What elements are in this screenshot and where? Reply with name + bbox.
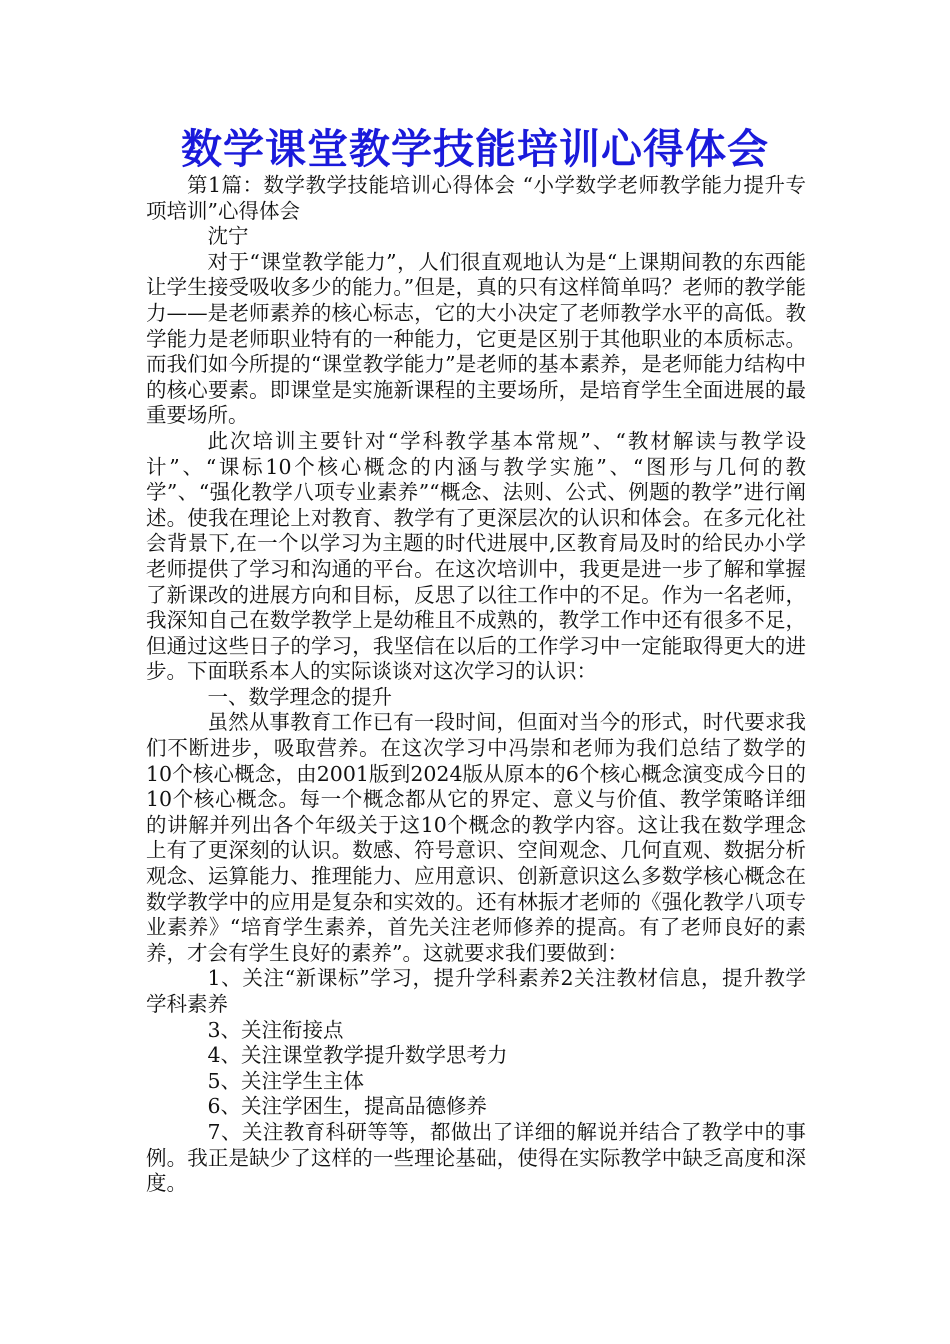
document-title: 数学课堂教学技能培训心得体会	[181, 125, 769, 173]
list-item: 1、关注“新课标”学习，提升学科素养2关注教材信息，提升教学学科素养	[146, 966, 806, 1016]
paragraph-author: 沈宁	[207, 224, 249, 249]
paragraph-concepts: 虽然从事教育工作已有一段时间，但面对当今的形式，时代要求我们不断进步，吸取营养。在这次学习中冯崇和老师为我们总结了数学的10个核心概念，由2001版到2024版从原本的6个核心概念演变成今日的10个核心概念。每一个概念都从它的界定、意义与价值、教学策略详细的讲解并列出各个年级关于这10个概念的教学内容。这让我在数学理念上有了更深刻的认识。数感、符号意识、空间观念、几何直观、数据分析观念、运算能力、推理能力、应用意识、创新意识这么多数学核心概念在数学教学中的应用是复杂和实效的。还有林振才老师的《强化教学八项专业素养》“培育学生素养，首先关注老师修养的提高。有了老师良好的素养，才会有学生良好的素养”。这就要求我们要做到：	[146, 710, 806, 965]
paragraph-intro: 对于“课堂教学能力”，人们很直观地认为是“上课期间教的东西能让学生接受吸收多少的能力。”但是，真的只有这样简单吗？老师的教学能力——是老师素养的核心标志，它的大小决定了老师教学水平的高低。教学能力是老师职业特有的一种能力，它更是区别于其他职业的本质标志。而我们如今所提的“课堂教学能力”是老师的基本素养，是老师能力结构中的核心要素。即课堂是实施新课程的主要场所，是培育学生全面进展的最重要场所。	[146, 249, 806, 428]
list-item: 4、关注课堂教学提升数学思考力	[207, 1043, 508, 1068]
list-item: 6、关注学困生，提高品德修养	[207, 1094, 488, 1119]
document-body	[146, 173, 806, 1197]
list-item: 7、关注教育科研等等，都做出了详细的解说并结合了教学中的事例。我正是缺少了这样的一些理论基础，使得在实际教学中缺乏高度和深度。	[146, 1119, 806, 1196]
paragraph-heading-line: 第1篇：数学教学技能培训心得体会 “小学数学老师教学能力提升专项培训”心得体会	[146, 173, 806, 223]
section-heading: 一、数学理念的提升	[207, 684, 392, 709]
paragraph-training: 此次培训主要针对“学科教学基本常规”、“教材解读与教学设计”、“课标10个核心概念的内涵与教学实施”、“图形与几何的教学”、“强化教学八项专业素养”“概念、法则、公式、例题的教学”进行阐述。使我在理论上对教育、教学有了更深层次的认识和体会。在多元化社会背景下,在一个以学习为主题的时代进展中,区教育局及时的给民办小学老师提供了学习和沟通的平台。在这次培训中，我更是进一步了解和掌握了新课改的进展方向和目标，反思了以往工作中的不足。作为一名老师，我深知自己在数学教学上是幼稚且不成熟的，教学工作中还有很多不足，但通过这些日子的学习，我坚信在以后的工作学习中一定能取得更大的进步。下面联系本人的实际谈谈对这次学习的认识：	[146, 428, 806, 684]
list-item: 3、关注衔接点	[207, 1017, 344, 1042]
list-item: 5、关注学生主体	[207, 1068, 365, 1093]
